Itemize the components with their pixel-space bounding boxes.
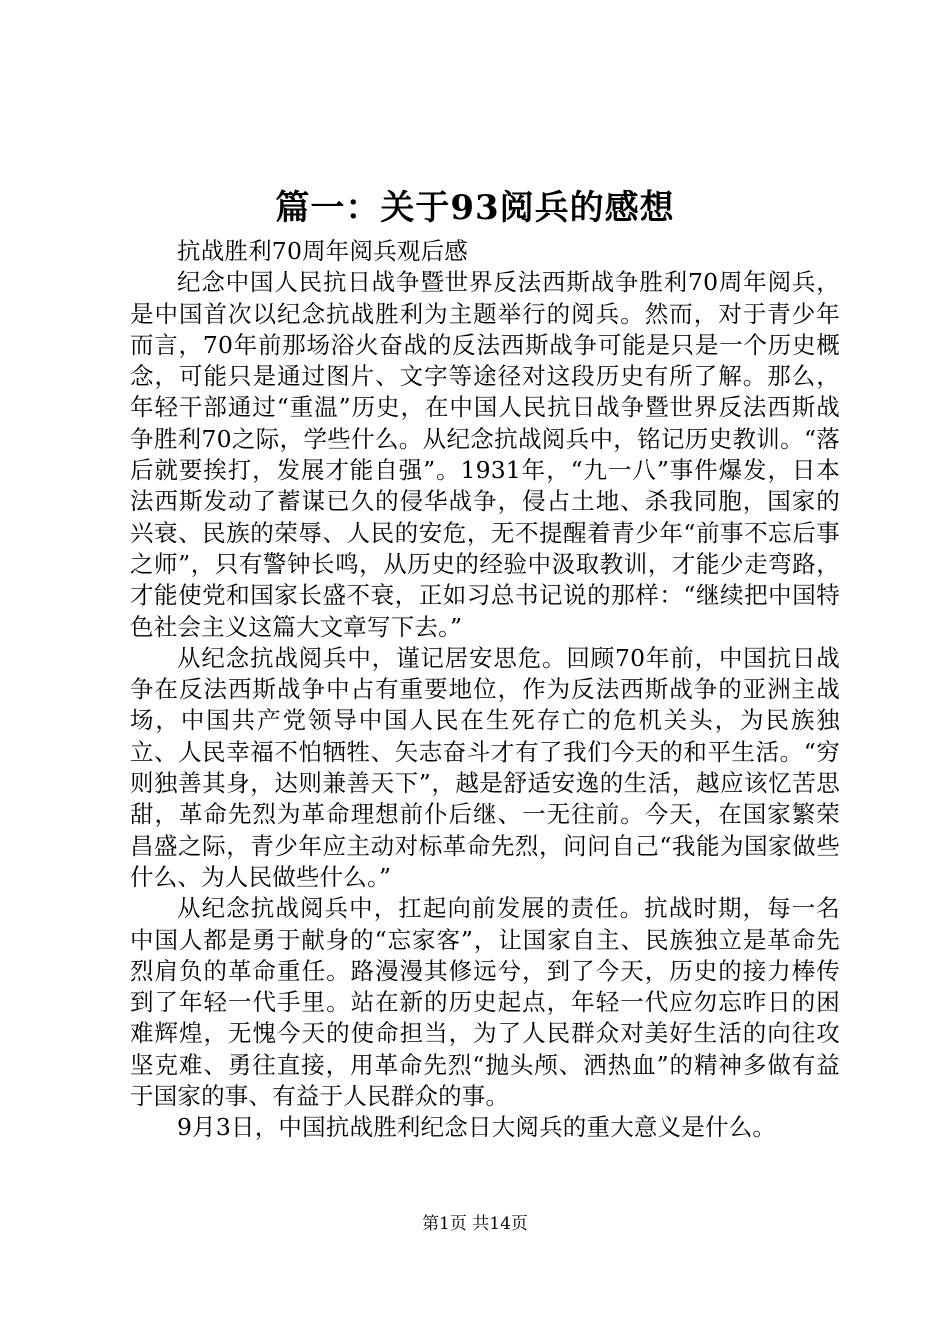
paragraph: 从纪念抗战阅兵中，扛起向前发展的责任。抗战时期，每一名中国人都是勇于献身的“忘家客”，让国家自主、民族独立是革命先烈肩负的革命重任。路漫漫其修远兮，到了今天，历史的接力棒传到了年轻一代手里。站在新的历史起点，年轻一代应勿忘昨日的困难辉煌，无愧今天的使命担当，为了人民群众对美好生活的向往攻坚克难、勇往直接，用革命先烈“抛头颅、洒热血”的精神多做有益于国家的事、有益于人民群众的事。: [130, 894, 840, 1111]
paragraph-subtitle: 抗战胜利70周年阅兵观后感: [177, 237, 469, 265]
page-number-footer: 第1页 共14页: [422, 1214, 528, 1234]
document-body: [130, 236, 840, 1144]
document-title: 篇一：关于93阅兵的感想: [275, 188, 675, 228]
paragraph: 从纪念抗战阅兵中，谨记居安思危。回顾70年前，中国抗日战争在反法西斯战争中占有重要地位，作为反法西斯战争的亚洲主战场，中国共产党领导中国人民在生死存亡的危机关头，为民族独立、人民幸福不怕牺牲、矢志奋斗才有了我们今天的和平生活。“穷则独善其身，达则兼善天下”，越是舒适安逸的生活，越应该忆苦思甜，革命先烈为革命理想前仆后继、一无往前。今天，在国家繁荣昌盛之际，青少年应主动对标革命先烈，问问自己“我能为国家做些什么、为人民做些什么。”: [130, 643, 840, 891]
paragraph: 纪念中国人民抗日战争暨世界反法西斯战争胜利70周年阅兵，是中国首次以纪念抗战胜利为主题举行的阅兵。然而，对于青少年而言，70年前那场浴火奋战的反法西斯战争可能是只是一个历史概念，可能只是通过图片、文字等途径对这段历史有所了解。那么，年轻干部通过“重温”历史，在中国人民抗日战争暨世界反法西斯战争胜利70之际，学些什么。从纪念抗战阅兵中，铭记历史教训。“落后就要挨打，发展才能自强”。1931年，“九一八”事件爆发，日本法西斯发动了蓄谋已久的侵华战争，侵占土地、杀我同胞，国家的兴衰、民族的荣辱、人民的安危，无不提醒着青少年“前事不忘后事之师”，只有警钟长鸣，从历史的经验中汲取教训，才能少走弯路，才能使党和国家长盛不衰，正如习总书记说的那样：“继续把中国特色社会主义这篇大文章写下去。”: [130, 268, 840, 641]
paragraph: 9月3日，中国抗战胜利纪念日大阅兵的重大意义是什么。: [177, 1113, 777, 1142]
